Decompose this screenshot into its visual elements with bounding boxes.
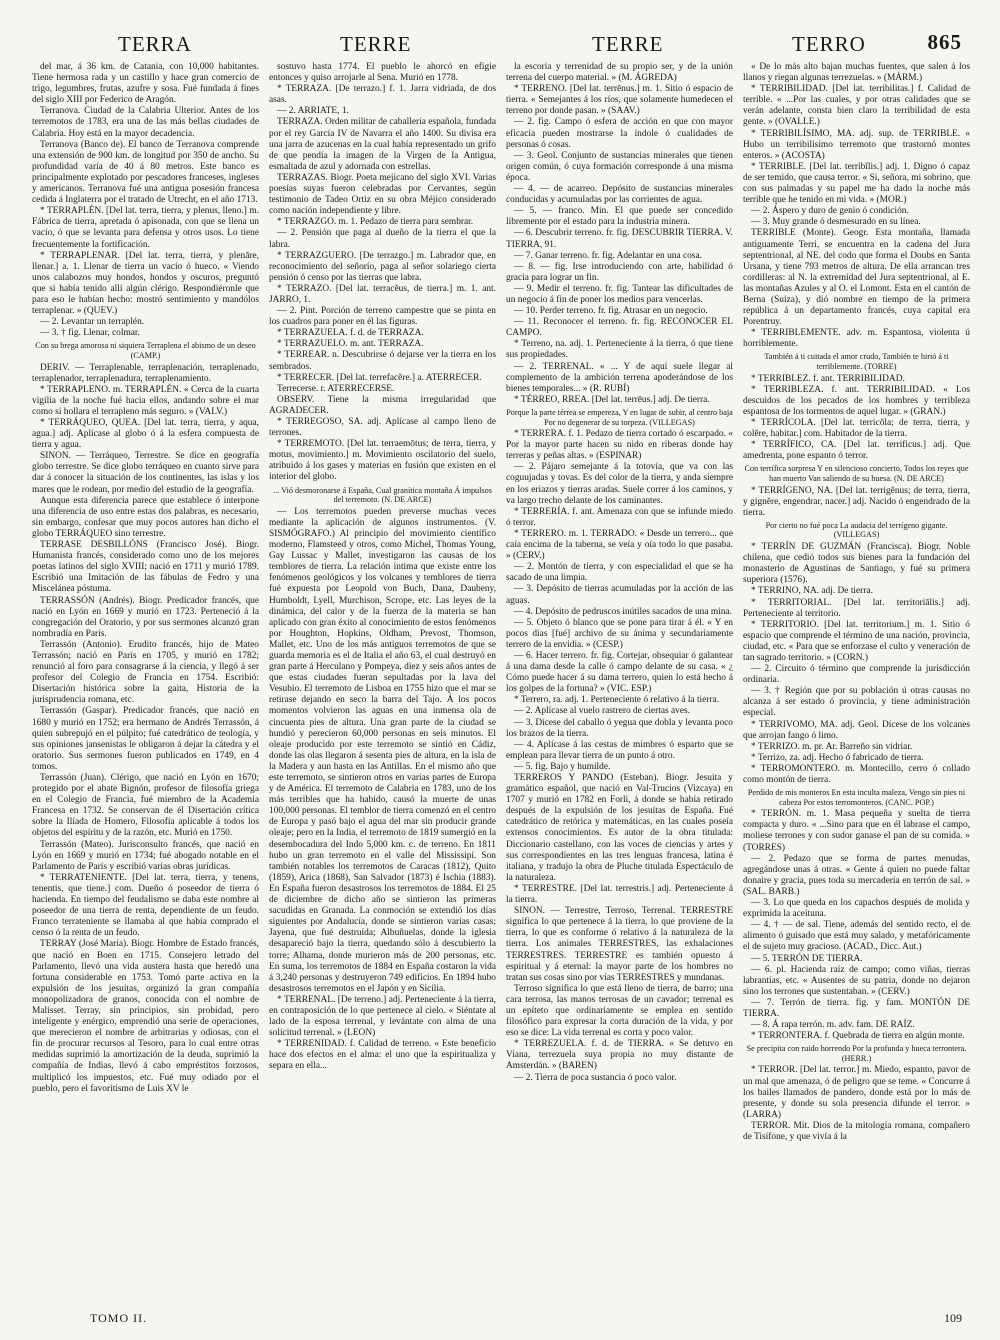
- dictionary-entry: — 2. Pensión que paga al dueño de la tierra el que la labra.: [269, 228, 496, 250]
- dictionary-entry: — 3. † Región que por su población ú otras causas no alcanza á ser estado ó provincia, y tiene administración especial.: [743, 686, 970, 719]
- dictionary-entry: — 6. pl. Hacienda raíz de campo; como viñas, tierras labrantías, etc. « Ausentes de su patria, donde no dejaron sino los terrones que sustentaban. » (CERV.): [743, 964, 970, 997]
- dictionary-entry: sostuvo hasta 1774. El pueblo le ahorcó en efigie entonces y quiso arrojarle al Sena. Murió en 1778.: [269, 62, 496, 84]
- dictionary-entry: TERRAZA. Orden militar de caballería española, fundada por el rey García IV de Navarra el año 1400. Su divisa era una jarra de azucenas en la cual había representado un grifo de que pendía la imagen de la Virgen de la Antigua, esmaltada de azul y adornada con estrellas.: [269, 117, 496, 172]
- running-head-col4: TERRO: [792, 32, 866, 56]
- dictionary-entry: Con su brega amorosa ni siquiera Terraplena el abismo de un deseo (CAMP.): [35, 341, 256, 360]
- dictionary-entry: TERRAZAS. Biogr. Poeta mejicano del siglo XVI. Varias poesías suyas fueron celebradas por Cervantes, según testimonio de Tadeo Ortiz en su obra Méjico considerado como nación independiente y libre.: [269, 172, 496, 217]
- dictionary-entry: * TERRAZGO. m. 1. Pedazo de tierra para sembrar.: [277, 217, 474, 228]
- dictionary-entry: — 6. Descubrir terreno. fr. fig. DESCUBRIR TIERRA. V. TIERRA, 91.: [506, 228, 733, 250]
- dictionary-entry: — 2. Levantar un terraplén.: [40, 317, 145, 328]
- dictionary-entry: * TERRERÍA. f. ant. Amenaza con que se infunde miedo ó terror.: [506, 506, 733, 528]
- dictionary-entry: * TERREMOTO. [Del lat. terraemōtus; de terra, tierra, y motus, movimiento.] m. Movimiento oscilatorio del suelo, atribuido á los gases y materias en fusión que existen en el interior del globo.: [269, 439, 496, 483]
- dictionary-entry: Terrecerse. r. ATERRECERSE.: [277, 383, 395, 394]
- page-footer: [40, 1308, 962, 1326]
- dictionary-entry: — 5. Objeto ó blanco que se pone para tirar á él. « Y en pocos días [fué] archivo de su ánima y secundariamente terrero de la envidia. » (CESP.): [506, 617, 733, 650]
- dictionary-entry: SINON. — Terrestre, Terroso, Terrenal. TERRESTRE significa lo que pertenece á la tierra, lo que proviene de la tierra, lo que es conforme ó relativo á la naturaleza de la tierra. Los animales TERRESTRES, las exhalaciones TERRESTRES. TERRESTRE es también opuesto á espiritual y á eternal: la mayor parte de los hombres no tratan sus cosas sino por vías TERRESTRES y mundanas.: [506, 906, 733, 983]
- dictionary-entry: SINON. — Terráqueo, Terrestre. Se dice en geografía globo terrestre. Se dice globo terráqueo en cuanto sirve para dar á conocer la situación de los continentes, las islas y los mares que le rodean, por medio del estudio de la geografía.: [32, 451, 259, 495]
- signature-mark: 109: [944, 1311, 962, 1325]
- dictionary-entry: * TÉRREO, RREA. [Del lat. terrēus.] adj. De tierra.: [514, 394, 710, 405]
- dictionary-entry: — 5. TERRÓN DE TIERRA.: [751, 953, 863, 964]
- column-3: [506, 62, 733, 1304]
- dictionary-entry: — 3. Muy grande ó desmesurado en su línea.: [751, 217, 921, 228]
- page-number: 865: [927, 30, 962, 54]
- dictionary-entry: Terroso significa lo que está lleno de tierra, de barro; una cara terrosa, las manos terrosas de un cavador; terrenal es un epíteto que ordinariamente se emplea en sentido filosófico para expresar la corta duración de la vida, y por eso se dice: La vida terrenal es corta y poco valor.: [506, 983, 733, 1039]
- dictionary-entry: Terranova. Ciudad de la Calabria Ulterior. Antes de los terremotos de 1783, era una de las más bellas ciudades de Calabria. Hoy está en la mayor decadencia.: [32, 106, 259, 139]
- dictionary-entry: * TERRÍGENO, NA. [Del lat. terrigĕnus; de terra, tierra, y gignĕre, engendrar, nacer.] adj. Nacido ó engendrado de la tierra.: [743, 485, 970, 518]
- dictionary-entry: * TERRIBILIDAD. [Del lat. terribilitas.] f. Calidad de terrible. « ...Por las cuales, y por otras calidades que se verán adelante, consta bien claro la terribilidad de esta gente. » (OVALLE.): [743, 84, 970, 128]
- dictionary-entry: — 7. Terrón de tierra. fig. y fam. MONTÓN DE TIERRA.: [743, 997, 970, 1019]
- dictionary-entry: — 2. TERRENAL. « ... Y de aquí suele llegar al complemento de la ambición terrena apoderándose de los bienes temporales... » (R. RUBÍ): [506, 361, 733, 394]
- dictionary-entry: OBSERV. Tiene la misma irregularidad que AGRADECER.: [269, 394, 496, 416]
- dictionary-entry: — 4. — de acarreo. Depósito de sustancias minerales conducidas y acumuladas por las corrientes de agua.: [506, 184, 733, 206]
- column-2: [269, 62, 496, 1304]
- dictionary-entry: — 2. Montón de tierra, y con especialidad el que se ha sacado de una limpia.: [506, 562, 733, 584]
- dictionary-entry: — 2. fig. Campo ó esfera de acción en que con mayor eficacia pueden mostrarse la índole ó cualidades de personas ó cosas.: [506, 117, 733, 150]
- dictionary-entry: Terrassón (Gaspar). Predicador francés, que nació en 1680 y murió en 1752; era hermano de Andrés Terrassón, á quien subrepujó en el púlpito; fué catedrático de teología, y sus opiniones jansenistas le obligaron á dejar la cátedra y el oratorio. Sus sermones fueron publicados en 1749, en 4 tomos.: [32, 706, 259, 772]
- dictionary-entry: * TERRECER. [Del lat. terrefacĕre.] a. ATERRECER.: [277, 372, 482, 383]
- dictionary-entry: — 3. Geol. Conjunto de sustancias minerales que tienen origen común, ó cuya formación corresponde á una misma época.: [506, 150, 733, 183]
- dictionary-entry: — 4. † — de sal. Tiene, además del sentido recto, el de alimento ó guisado que está muy salado, y metafóricamente el de sujeto muy gracioso. (ACAD., Dicc. Aut.): [743, 920, 970, 953]
- dictionary-entry: * TERRÓN. m. 1. Masa pequeña y suelta de tierra compacta y duro. « ...Sino para que en él labrase el campo, moliese terrones y con sudor ganase el pan de su comida. » (TORRES): [743, 809, 970, 853]
- dictionary-entry: * TERREZUELA. f. d. de TIERRA. « Se detuvo en Viana, terrezuela suya propia no muy distante de Amsterdán. » (BAREN): [506, 1039, 733, 1072]
- dictionary-entry: * TERRÍFICO, CA. [Del lat. terrificus.] adj. Que amedrenta, pone espanto ó terror.: [743, 440, 970, 462]
- dictionary-entry: — 2. Áspero y duro de genio ó condición.: [751, 206, 909, 217]
- dictionary-entry: — 2. Tierra de poca sustancia ó poco valor.: [514, 1072, 677, 1083]
- dictionary-entry: * TERRESTRE. [Del lat. terrestris.] adj. Perteneciente á la tierra.: [506, 883, 733, 906]
- dictionary-entry: * TERRONTERA. f. Quebrada de tierra en algún monte.: [751, 1031, 965, 1042]
- dictionary-entry: — 3. Depósito de tierras acumuladas por la acción de las aguas.: [506, 584, 733, 606]
- dictionary-entry: * TERRIVOMO, MA. adj. Geol. Dícese de los volcanes que arrojan fango ó limo.: [743, 719, 970, 741]
- dictionary-entry: * Terrero, ra. adj. 1. Perteneciente ó relativo á la tierra.: [514, 695, 720, 706]
- dictionary-entry: * TERRATENIENTE. [Del lat. terra, tierra, y tenens, tenentis, que tiene.] com. Dueño ó poseedor de tierra ó hacienda. En tiempo del feudalismo se daba este nombre al poseedor de una tierra de renta, dependiente de un feudo. Franco terrateniente se llamaba al que había comprado el censo ó la renta de un feudo.: [32, 872, 259, 939]
- column-1: [32, 62, 259, 1304]
- dictionary-entry: * TERRENIDAD. f. Calidad de terreno. « Este beneficio hace dos efectos en el alma: el uno que la espiritualiza y separa en ella...: [269, 1039, 496, 1072]
- dictionary-entry: Terrassón (Juan). Clérigo, que nació en Lyón en 1670; protegido por el abate Bignón, profesor de filosofía griega en el Colegio de Francia, fué miembro de la Academia Francesa en 1732. Se conservan de él Disertación crítica sobre la Ilíada de Homero, Filosofía aplicable á todos los objetos del espíritu y de la razón, etc. Murió en 1750.: [32, 773, 259, 839]
- dictionary-entry: También á ti cuitada el amor crudo, También te hirió á ti terriblemente. (TORRE): [764, 352, 949, 372]
- dictionary-entry: TERRAY (José María). Biogr. Hombre de Estado francés, que nació en Boen en 1715. Consejero letrado del Parlamento, llevó una vida austera hasta que heredó una fortuna considerable en 1753. Tomó parte activa en la expulsión de los jesuítas, organizó la gran compañía monopolizadora de granos, conocida con el nombre de Malisset. Terray, sin principios, sin probidad, pero inteligente y enérgico, emprendió una serie de operaciones, que merecieron el nombre de arbitrarias y odiosas, con el fin de procurar recursos al Tesoro, para lo cual entre otras medidas suprimió la amortización de la deuda, suprimió la compañía de Indias, llevó á cabo empréstitos forzosos, multiplicó los impuestos, etc. Fué muy odiado por el pueblo, pero el favoritismo de Luis XV le: [32, 939, 259, 1094]
- dictionary-entry: Aunque esta diferencia parece que establece ó interpone una diferencia de uso entre estas dos palabras, es necesario, sin embargo, confesar que muy pocos autores han dicho el globo TERRÁQUEO sino terrestre.: [32, 495, 259, 539]
- dictionary-entry: * TERRIBILÍSIMO, MA. adj. sup. de TERRIBLE. « Hubo un terribilísimo terremoto que trastornó montes enteros. » (ACOSTA): [743, 128, 970, 161]
- dictionary-entry: * TERRENAL. [De terreno.] adj. Perteneciente á la tierra, en contraposición de lo que pertenece al cielo. « Siéntate al lado de la esposa terrenal, y levántate con alma de una solicitud terrenal. » (LEON): [269, 994, 496, 1039]
- dictionary-entry: del mar, á 36 km. de Catania, con 10,000 habitantes. Tiene hermosa rada y un castillo y hace gran comercio de trigo, legumbres, frutas, azufre y sosa. Fué fundada á fines del siglo XIII por Federico de Aragón.: [32, 62, 259, 106]
- dictionary-entry: * TERRAZO. [Del lat. terracĕus, de tierra.] m. 1. ant. JARRO, 1.: [269, 283, 496, 305]
- dictionary-entry: * TERRERO. m. 1. TERRADO. « Desde un terrero... que caía encima de la taberna, se veía y oía todo lo que pasaba. » (CERV.): [506, 528, 733, 562]
- dictionary-entry: — 4. Depósito de pedruscos inútiles sacados de una mina.: [514, 606, 732, 617]
- dictionary-entry: — 2. Circuito ó término que comprende la jurisdicción ordinaria.: [743, 664, 970, 686]
- volume-label: TOMO II.: [90, 1311, 148, 1325]
- dictionary-entry: — 7. Ganar terreno. fr. fig. Adelantar en una cosa.: [514, 250, 702, 261]
- dictionary-entry: * TERRIBLEZ. f. ant. TERRIBILIDAD.: [751, 373, 905, 384]
- dictionary-entry: * TERREAR. n. Descubrirse ó dejarse ver la tierra en los sembrados.: [269, 350, 496, 372]
- dictionary-entry: — 8. Á rapa terrón. m. adv. fam. DE RAÍZ.: [751, 1020, 915, 1031]
- dictionary-entry: * Terrizo, za. adj. Hecho ó fabricado de tierra.: [751, 752, 924, 763]
- dictionary-entry: * TERRITORIO. [Del lat. territorium.] m. 1. Sitio ó espacio que comprende el término de una nación, provincia, ciudad, etc. « Para que se enforzase el culto y veneración de tan sagrado territorio. » (CORN.): [743, 619, 970, 663]
- dictionary-entry: — 6. Hacer terrero. fr. fig. Cortejar, obsequiar ó galantear á una dama desde la calle ó campo delante de su casa. « ¿ Cómo puede hacer á su dama terrero, quien lo está hecho á los golpes de la fortuna? » (VIC. ESP.): [506, 650, 733, 695]
- dictionary-entry: * TERROMONTERO. m. Montecillo, cerro ó collado como montón de tierra.: [743, 763, 970, 785]
- dictionary-entry: * TERRINO, NA. adj. De tierra.: [751, 586, 873, 597]
- dictionary-entry: * TERRAZUELA. f. d. de TERRAZA.: [277, 328, 424, 339]
- text-columns: [32, 62, 970, 1304]
- dictionary-entry: * TERRÍN DE GUZMÁN (Francisca). Biogr. Noble chilena, que cedió todos sus bienes para la fundación del monasterio de Agustinas de Santiago, y fué su primera superiora (1576).: [743, 542, 970, 586]
- dictionary-entry: — 2. ARRIATE, 1.: [277, 106, 349, 117]
- dictionary-entry: — 2. Pájaro semejante á la totovía, que va con las coguujadas y tovas. Es del color de la tierra, y anda siempre en los eriazos y tierras aradas. Suele correr á los caminos, y va largo trecho delante de los caminantes.: [506, 462, 733, 506]
- dictionary-entry: — 3. Lo que queda en los capachos después de molida y exprimida la aceituna.: [743, 898, 970, 920]
- dictionary-entry: Terrassón (Mateo). Jurisconsulto francés, que nació en Lyón en 1669 y murió en 1734; fué abogado notable en el Parlamento de París y escribió varias obras jurídicas.: [32, 839, 259, 872]
- dictionary-entry: — 3. Dícese del caballo ó yegua que dobla y levanta poco los brazos de la tierra.: [506, 717, 733, 739]
- dictionary-entry: TERROR. Mit. Dios de la mitología romana, compañero de Tisífone, y que vivía á la: [743, 1120, 970, 1142]
- dictionary-entry: * TERROR. [Del lat. terror.] m. Miedo, espanto, pavor de un mal que amenaza, ó de peligro que se teme. « Concurre á los bailes llamados de pandero, donde está por lo más de presente, y donde su sola presencia difunde el terror. » (LARRA): [743, 1065, 970, 1120]
- dictionary-entry: * TERRIBLEZA. f. ant. TERRIBILIDAD. « Los descuidos de los pecados de los hombres y terribleza espantosa de los tormentos de aquel lugar. » (GRAN.): [743, 384, 970, 417]
- dictionary-entry: — 3. † fig. Llenar, colmar.: [40, 328, 140, 339]
- dictionary-entry: — 8. — fig. Irse introduciendo con arte, habilidad ó gracia para lograr un fin.: [506, 261, 733, 283]
- dictionary-entry: la escoria y terrenidad de su propio ser, y de la unión terrena del cuerpo material. » (M. ÁGREDA): [506, 62, 733, 84]
- dictionary-entry: — Los terremotos pueden preverse muchas veces mediante la aplicación de algunos instrumentos. (V. SISMÓGRAFO.) Al principio del movimiento científico moderno, Flamsteed y otros, como Michel, Thomas Young, Gay Lussac y Mallet, investigaron las causas de los temblores de tierra. La relación íntima que existe entre los fenómenos geológicos y los volcanes y temblores de tierra fué expuesta por Leopold von Buch, Dana, Daubeny, Humboldt, Lyell, Murchison, Scrope, etc. Las leyes de la dinámica, del calor y de la fuerza de la materia se han aplicado con gran éxito al conocimiento de estos fenómenos por Houghton, Hopkins, Oldham, Prevost, Thomson, Mallet, etc. Uno de los más antiguos terremotos de que se guarda memoria es el de Italia el año 63, el cual destruyó en gran parte á Herculano y Pompeya, diez y seis años antes de que estas ciudades fueran sepultadas por la lava del Vesubio. El terremoto de Lisboa en 1755 hizo que el mar se retirase dejando en seco la barra del Tajo. Á los pocos momentos volvieron las aguas en una inmensa ola de cincuenta pies de altura. Una gran parte de la ciudad se hundió y perecieron 60,000 personas en seis minutos. El oleaje producido por este terremoto se sintió en Cádiz, donde las olas llegaron á sesenta pies de altura, en la isla de la Madera y aun hasta en las Antillas. En el mismo año que este terremoto, se sintieron otros en varias partes de Europa y de América. El terremoto de Calabria en 1783, uno de los más terribles que ha habido, causó la muerte de unas 100,000 personas. El temblor de tierra comenzó en el centro de Europa y pasó bajo el agua del mar sin producir grande oleaje; pero en la India, el terremoto de 1819 sumergió en la desembocadura del Indo 5,000 km. c. de terreno. En 1811 hubo un gran terremoto en el valle del Mississipí. Son también notables los terremotos de Caracas (1812), Quito (1859), Arica (1868), San Salvador (1873) é Ischia (1883). En España fueron desastrosos los terremotos de 1884. El 25 de diciembre de dicho año se sintieron las primeras sacudidas en Granada. La conmoción se extendió los días siguientes por Andalucía, donde se sintieron varias casas; Jayena, que fué destruída; Albuñuelas, donde la iglesia desapareció bajo la tierra, quedando sólo á descubierto la torre; Alhama, donde murieron más de 200 personas, etc. En suma, los terremotos de 1884 en España costaron la vida á 3,240 personas y destruyeron 749 edificios. En 1894 hubo desastrosos terremotos en el Japón y en Sicilia.: [269, 506, 496, 994]
- dictionary-entry: — 2. Pedazo que se forma de partes menudas, agregándose unas á otras. « Gente á quien no puede faltar donaire y gracia, pues toda su mercadería en terrón de sal. » (SAL. BARB.): [743, 853, 970, 897]
- dictionary-entry: * TERRAZUELO. m. ant. TERRAZA.: [277, 339, 424, 350]
- running-head-col3: TERRE: [592, 32, 664, 56]
- dictionary-entry: Porque la parte térrea se empereza, Y en lugar de subir, al centro baja Por no degenerar de su torpeza. (VILLEGAS): [506, 407, 733, 427]
- dictionary-entry: * TERRIZO. m. pr. Ar. Barreño sin vidriar.: [751, 741, 913, 752]
- dictionary-entry: — 11. Reconocer el terreno. fr. fig. RECONOCER EL CAMPO.: [506, 317, 733, 339]
- running-head-col1: TERRA: [118, 32, 192, 56]
- dictionary-entry: * TERRITORIAL. [Del lat. territoriālis.] adj. Perteneciente al territorio.: [743, 597, 970, 619]
- dictionary-entry: — 10. Perder terreno. fr. fig. Atrasar en un negocio.: [514, 306, 708, 317]
- dictionary-entry: — 5. — franco. Min. El que puede ser concedido libremente por el estado para la industria minera.: [506, 206, 733, 228]
- dictionary-entry: * Terreno, na. adj. 1. Perteneciente á la tierra, ó que tiene sus propiedades.: [506, 339, 733, 361]
- dictionary-entry: * TERRÁQUEO, QUEA. [Del lat. terra, tierra, y aqua, agua.] adj. Aplícase al globo ó á la esfera compuesta de tierra y agua.: [32, 418, 259, 451]
- dictionary-entry: * TERRERA. f. 1. Pedazo de tierra cortado ó escarpado. « Por la mayor parte hacen su nido en riberas donde hay terreras y peñas altas. » (ESPINAR): [506, 429, 733, 462]
- dictionary-entry: TERREROS Y PANDO (Esteban). Biogr. Jesuita y gramático español, que nació en Val-Trucios (Vizcaya) en 1707 y murió en 1782 en Forli, á donde se había retirado después de la expulsión de los jesuítas de España. Fué catedrático de retórica y matemáticas, en las cuales poseía extensos conocimientos. Es autor de la obra titulada: Diccionario castellano, con las voces de ciencias y artes y sus correspondientes en las tres lenguas francesa, latina é italiana, y tradujo la obra de Pluche titulada Espectáculo de la naturaleza.: [506, 773, 733, 883]
- dictionary-entry: Se precipita con ruido horrendo Por la profunda y hueca terrontera. (HERR.): [746, 1044, 967, 1063]
- dictionary-entry: ... Vió desmoronarse á España, Cual granítica montaña Á impulsos del terremoto. (N. DE ARCE): [273, 485, 492, 505]
- dictionary-entry: — 2. Aplícase al vuelo rastrero de ciertas aves.: [514, 706, 690, 717]
- dictionary-entry: — 2. Pint. Porción de terreno campestre que se pinta en los cuadros para poner en él las figuras.: [269, 306, 496, 328]
- page-header: [40, 26, 962, 60]
- column-4: [743, 62, 970, 1304]
- dictionary-entry: Terranova (Banco de). El banco de Terranova comprende una extensión de 900 km. de longitud por 350 de ancho. Su profundidad varía de 40 á 80 metros. Este banco es principalmente explotado por pescadores franceses, ingleses y americanos. Terranova fué una antigua posesión francesa cedida á Inglaterra por el tratado de Utrecht, en el año 1713.: [32, 139, 259, 206]
- dictionary-entry: * TERREGOSO, SA. adj. Aplícase al campo lleno de terrones.: [269, 417, 496, 439]
- dictionary-entry: Por cierto no fué poca La audacia del terrígeno gigante. (VILLEGAS): [765, 520, 948, 540]
- dictionary-entry: * TERRENO. [Del lat. terrēnus.] m. 1. Sitio ó espacio de tierra. « Semejantes á los ríos, que solamente humedecen el terreno por donde pasan. » (SAAV.): [506, 84, 733, 117]
- dictionary-entry: — 5. fig. Bajo y humilde.: [514, 761, 611, 772]
- dictionary-entry: — 4. Aplícase á las cestas de mimbres ó esparto que se emplean para llevar tierra de un punto á otro.: [506, 739, 733, 761]
- dictionary-entry: Con terrífica sorpresa Y en silencioso concierto, Todos los reyes que han muerto Van saliendo de su huesa. (N. DE ARCE): [744, 464, 969, 483]
- dictionary-entry: * TERRAPLÉN. [Del lat. terra, tierra, y plenus, lleno.] m. Fábrica de tierra, apretada ó apisonada, con que se llena un vacío, ó que se levanta para defensa y otros usos. Lo tiene frecuentemente la fortificación.: [32, 206, 259, 250]
- dictionary-entry: * TERRIBLE. [Del lat. terribĭlis.] adj. 1. Digno ó capaz de ser temido, que causa terror. « Si, señora, mi sobrino, que con sus palmadas y su papel me ha dado la noche más terrible que he tenido en mi vida. » (MOR.): [743, 161, 970, 206]
- dictionary-entry: * TERRAPLENO. m. TERRAPLÉN. « Cerca de la cuarta vigilia de la noche fué hacia ellos, andando sobre el mar como si hollara el terrapleno más seguro. » (VALV.): [32, 384, 259, 417]
- dictionary-entry: * TERRAZA. [De terrazo.] f. 1. Jarra vidriada, de dos asas.: [269, 84, 496, 106]
- dictionary-entry: * TERRÍCOLA. [Del lat. terricŏla; de terra, tierra, y colĕre, habitar.] com. Habitador de la tierra.: [743, 418, 970, 440]
- dictionary-entry: TERRIBLE (Monte). Geogr. Esta montaña, llamada antiguamente Terri, se encuentra en la cadena del Jura septentrional, al NE. del codo que forma el Doubs en Santa Ursana, y tiene 793 metros de altura. De ella arrancan tres cordilleras: al N. la extremidad del Jura septentrional, al E. las montañas Azules y al O. el Lomont. Esta en el cantón de Berna (Suiza), y dió nombre en tiempo de la primera república á un departamento francés, cuya capital era Porentruy.: [743, 228, 970, 328]
- running-head-col2: TERRE: [340, 32, 412, 56]
- dictionary-entry: — 9. Medir el terreno. fr. fig. Tantear las dificultades de un negocio á fin de poner los medios para vencerlas.: [506, 283, 733, 305]
- dictionary-entry: « De lo más alto bajan muchas fuentes, que salen á los llanos y riegan algunas terrezuelas. » (MÁRM.): [743, 62, 970, 84]
- dictionary-entry: DERIV. — Terraplenable, terraplenación, terraplenado, terraplenador, terraplenadura, terraplenamiento.: [32, 362, 259, 384]
- dictionary-entry: * TERRAZGUERO. [De terrazgo.] m. Labrador que, en reconocimiento del señorío, paga al señor solariego cierta pensión ó censo por las tierras que labra.: [269, 250, 496, 283]
- dictionary-entry: Perdido de mis monteros En esta inculta maleza, Vengo sin pies ni cabeza Por estos terromonteros. (CANC. POP.): [747, 788, 966, 807]
- dictionary-entry: Terrassón (Antonio). Erudito francés, hijo de Mateo Terrassón; nació en París en 1705, y murió en 1782; renunció al foro para consagrarse á la ciencia, y llegó á ser profesor del Colegio de Francia en 1754. Escribió: Disertación histórica sobre la gaita, Historia de la jurisprudencia romana, etc.: [32, 639, 259, 706]
- dictionary-entry: TERRASE DESBILLÓNS (Francisco José). Biogr. Humanista francés, considerado como uno de los mejores poetas latinos del siglo XVIII; nació en 1711 y murió 1789. Escribió una Imitación de las fábulas de Fedro y una Miscelánea póstuma.: [32, 540, 259, 595]
- dictionary-entry: * TERRAPLENAR. [Del lat. terra, tierra, y plenāre, llenar.] a. 1. Llenar de tierra un vacío ó hueco. « Viendo unos calabozos muy hondos, hondos y oscuros, preguntó que si había tenido allí algún clérigo. Respondiéronle que para eso le habían hecho: mostró sentimiento y mandólos terraplenar. » (QUEV.): [32, 250, 259, 317]
- dictionary-entry: TERRASSÓN (Andrés). Biogr. Predicador francés, que nació en Lyón en 1669 y murió en 1723. Perteneció á la congregación del Oratorio, y por sus sermones alcanzó gran nombradía en París.: [32, 595, 259, 639]
- dictionary-entry: * TERRIBLEMENTE. adv. m. Espantosa, violenta ú horriblemente.: [743, 328, 970, 350]
